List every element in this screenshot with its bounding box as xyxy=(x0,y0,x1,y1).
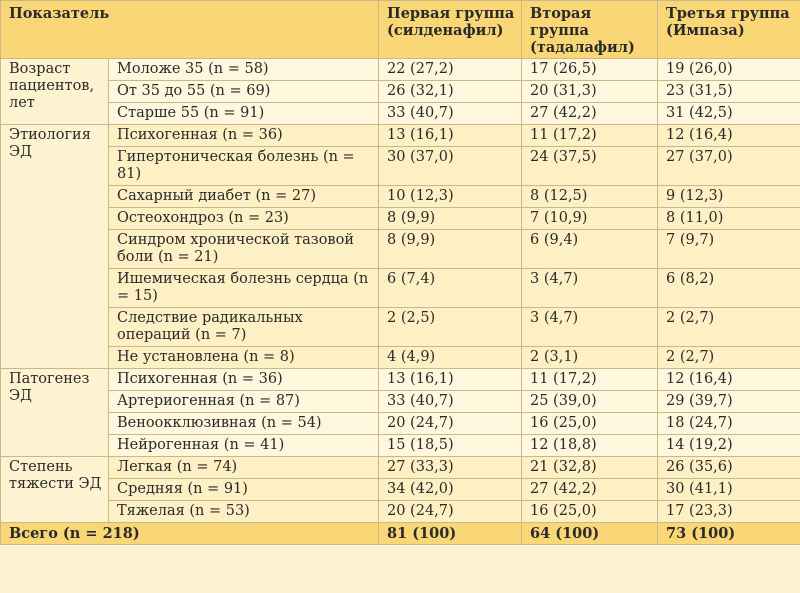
total-row xyxy=(1,523,800,545)
section-title-etiology: Этиология ЭД xyxy=(1,125,109,369)
cell-g1: 8 (9,9) xyxy=(379,208,522,230)
cell-g1: 34 (42,0) xyxy=(379,479,522,501)
table-row xyxy=(1,125,800,147)
cell-g2: 11 (17,2) xyxy=(522,369,658,391)
cell-g2: 8 (12,5) xyxy=(522,186,658,208)
row-label: Ишемическая болезнь сердца (n = 15) xyxy=(109,269,379,308)
cell-g1: 27 (33,3) xyxy=(379,457,522,479)
cell-g2: 25 (39,0) xyxy=(522,391,658,413)
table-row xyxy=(1,147,800,186)
cell-g2: 7 (10,9) xyxy=(522,208,658,230)
row-label: Следствие радикальных операций (n = 7) xyxy=(109,308,379,347)
cell-g3: 31 (42,5) xyxy=(658,103,800,125)
cell-g3: 14 (19,2) xyxy=(658,435,800,457)
cell-g3: 2 (2,7) xyxy=(658,308,800,347)
row-label: От 35 до 55 (n = 69) xyxy=(109,81,379,103)
row-label: Остеохондроз (n = 23) xyxy=(109,208,379,230)
table-row xyxy=(1,230,800,269)
cell-g1: 13 (16,1) xyxy=(379,125,522,147)
cell-g3: 2 (2,7) xyxy=(658,347,800,369)
cell-g1: 8 (9,9) xyxy=(379,230,522,269)
total-g3: 73 (100) xyxy=(658,523,800,545)
cell-g2: 27 (42,2) xyxy=(522,479,658,501)
cell-g2: 24 (37,5) xyxy=(522,147,658,186)
header-group1-line2: (силденафил) xyxy=(387,22,504,39)
header-indicator: Показатель xyxy=(1,1,379,59)
table-row xyxy=(1,457,800,479)
table-row xyxy=(1,435,800,457)
table-row xyxy=(1,186,800,208)
table-row xyxy=(1,391,800,413)
header-group2-line2: (тадалафил) xyxy=(530,39,635,56)
cell-g2: 3 (4,7) xyxy=(522,308,658,347)
table-header-row xyxy=(1,1,800,59)
header-group3-line2: (Импаза) xyxy=(666,22,745,39)
header-group2-line1: Вторая группа xyxy=(530,5,592,39)
cell-g1: 22 (27,2) xyxy=(379,59,522,81)
row-label: Средняя (n = 91) xyxy=(109,479,379,501)
cell-g3: 30 (41,1) xyxy=(658,479,800,501)
row-label: Веноокклюзивная (n = 54) xyxy=(109,413,379,435)
table-row xyxy=(1,208,800,230)
header-group3 xyxy=(658,1,800,59)
cell-g2: 16 (25,0) xyxy=(522,501,658,523)
header-group1 xyxy=(379,1,522,59)
section-title-pathogenesis: Патогенез ЭД xyxy=(1,369,109,457)
row-label: Старше 55 (n = 91) xyxy=(109,103,379,125)
cell-g1: 20 (24,7) xyxy=(379,501,522,523)
cell-g2: 2 (3,1) xyxy=(522,347,658,369)
cell-g2: 20 (31,3) xyxy=(522,81,658,103)
header-group3-line1: Третья группа xyxy=(666,5,790,22)
cell-g1: 33 (40,7) xyxy=(379,103,522,125)
cell-g2: 6 (9,4) xyxy=(522,230,658,269)
table-row xyxy=(1,479,800,501)
header-group1-line1: Первая группа xyxy=(387,5,515,22)
row-label: Не установлена (n = 8) xyxy=(109,347,379,369)
cell-g1: 15 (18,5) xyxy=(379,435,522,457)
table-row xyxy=(1,413,800,435)
cell-g3: 23 (31,5) xyxy=(658,81,800,103)
cell-g3: 29 (39,7) xyxy=(658,391,800,413)
cell-g2: 21 (32,8) xyxy=(522,457,658,479)
cell-g1: 10 (12,3) xyxy=(379,186,522,208)
cell-g1: 20 (24,7) xyxy=(379,413,522,435)
cell-g1: 30 (37,0) xyxy=(379,147,522,186)
cell-g3: 27 (37,0) xyxy=(658,147,800,186)
cell-g3: 18 (24,7) xyxy=(658,413,800,435)
cell-g1: 6 (7,4) xyxy=(379,269,522,308)
cell-g3: 9 (12,3) xyxy=(658,186,800,208)
section-title-age: Возраст пациентов, лет xyxy=(1,59,109,125)
section-title-severity: Степень тяжести ЭД xyxy=(1,457,109,523)
cell-g3: 17 (23,3) xyxy=(658,501,800,523)
row-label: Психогенная (n = 36) xyxy=(109,369,379,391)
table-row xyxy=(1,59,800,81)
table-row xyxy=(1,103,800,125)
total-g1: 81 (100) xyxy=(379,523,522,545)
table-row xyxy=(1,269,800,308)
total-label: Всего (n = 218) xyxy=(1,523,379,545)
row-label: Сахарный диабет (n = 27) xyxy=(109,186,379,208)
cell-g2: 12 (18,8) xyxy=(522,435,658,457)
row-label: Психогенная (n = 36) xyxy=(109,125,379,147)
table-row xyxy=(1,308,800,347)
cell-g1: 13 (16,1) xyxy=(379,369,522,391)
cell-g1: 2 (2,5) xyxy=(379,308,522,347)
row-label: Нейрогенная (n = 41) xyxy=(109,435,379,457)
cell-g1: 33 (40,7) xyxy=(379,391,522,413)
cell-g3: 12 (16,4) xyxy=(658,369,800,391)
cell-g2: 27 (42,2) xyxy=(522,103,658,125)
cell-g1: 4 (4,9) xyxy=(379,347,522,369)
cell-g2: 3 (4,7) xyxy=(522,269,658,308)
row-label: Моложе 35 (n = 58) xyxy=(109,59,379,81)
cell-g2: 16 (25,0) xyxy=(522,413,658,435)
table-row xyxy=(1,81,800,103)
row-label: Тяжелая (n = 53) xyxy=(109,501,379,523)
table-row xyxy=(1,369,800,391)
row-label: Легкая (n = 74) xyxy=(109,457,379,479)
row-label: Гипертоническая болезнь (n = 81) xyxy=(109,147,379,186)
row-label: Синдром хронической тазовой боли (n = 21) xyxy=(109,230,379,269)
row-label: Артериогенная (n = 87) xyxy=(109,391,379,413)
cell-g2: 11 (17,2) xyxy=(522,125,658,147)
cell-g3: 8 (11,0) xyxy=(658,208,800,230)
cell-g2: 17 (26,5) xyxy=(522,59,658,81)
cell-g3: 7 (9,7) xyxy=(658,230,800,269)
cell-g3: 6 (8,2) xyxy=(658,269,800,308)
cell-g3: 19 (26,0) xyxy=(658,59,800,81)
header-group2 xyxy=(522,1,658,59)
cell-g3: 26 (35,6) xyxy=(658,457,800,479)
cell-g1: 26 (32,1) xyxy=(379,81,522,103)
table-row xyxy=(1,347,800,369)
total-g2: 64 (100) xyxy=(522,523,658,545)
cell-g3: 12 (16,4) xyxy=(658,125,800,147)
table-row xyxy=(1,501,800,523)
